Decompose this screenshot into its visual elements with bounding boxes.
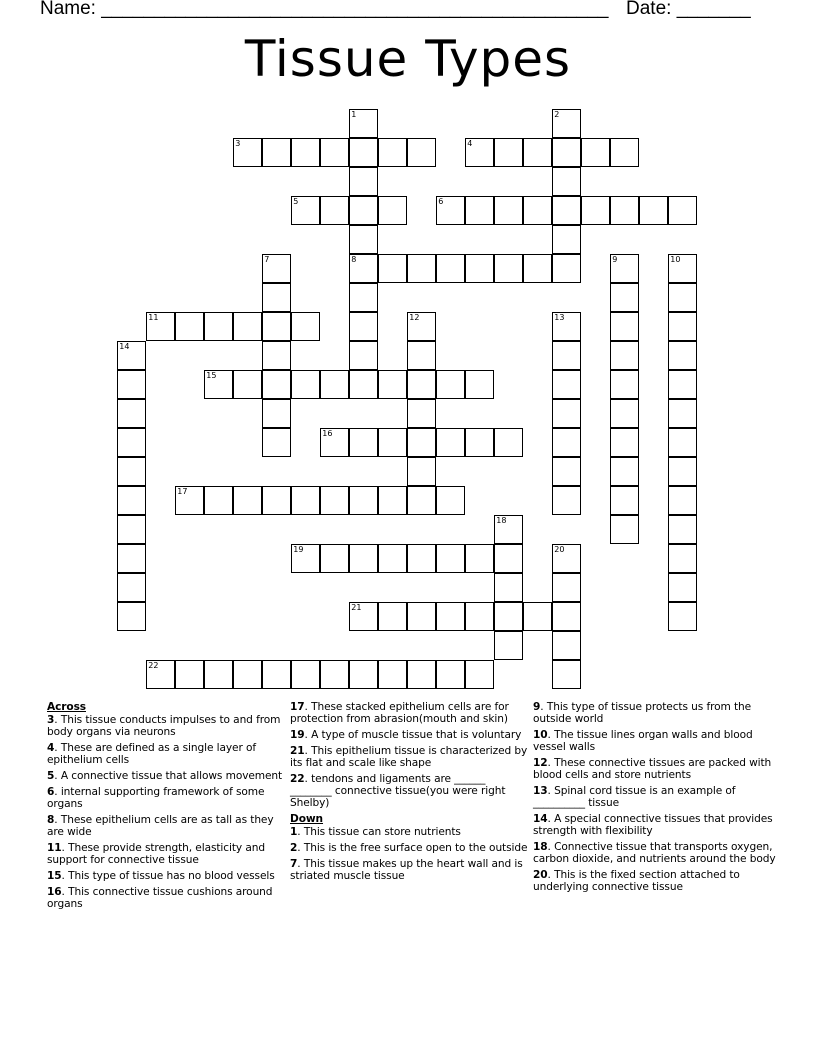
grid-cell[interactable]	[320, 486, 349, 515]
clue-separator: .	[54, 770, 61, 782]
grid-cell[interactable]	[378, 428, 407, 457]
grid-cell[interactable]	[668, 341, 697, 370]
date-field: Date: _______	[626, 0, 751, 19]
grid-cell[interactable]	[349, 660, 378, 689]
grid-cell[interactable]	[668, 515, 697, 544]
grid-cell[interactable]	[117, 544, 146, 573]
clue-item	[290, 729, 530, 741]
grid-cell[interactable]	[436, 196, 465, 225]
clue-item-text: This epithelium tissue is characterized by its flat and scale like shape	[290, 745, 528, 769]
clue-item	[290, 773, 530, 809]
grid-cell[interactable]	[146, 312, 175, 341]
grid-cell[interactable]	[204, 370, 233, 399]
grid-cell[interactable]	[465, 602, 494, 631]
clue-separator: .	[297, 842, 304, 854]
grid-cell[interactable]	[349, 225, 378, 254]
grid-cell[interactable]	[552, 602, 581, 631]
clue-item-number: 5	[47, 770, 55, 782]
grid-cell[interactable]	[465, 370, 494, 399]
grid-cell[interactable]	[320, 660, 349, 689]
grid-cell[interactable]	[233, 312, 262, 341]
clue-number: 18	[496, 516, 507, 526]
grid-cell[interactable]	[291, 544, 320, 573]
clue-separator: .	[297, 858, 304, 870]
grid-cell[interactable]	[349, 283, 378, 312]
grid-cell[interactable]	[436, 602, 465, 631]
clue-item	[290, 842, 530, 854]
grid-cell[interactable]	[523, 138, 552, 167]
clues-column-1	[47, 701, 287, 914]
grid-cell[interactable]	[407, 138, 436, 167]
grid-cell[interactable]	[117, 399, 146, 428]
clue-item-number: 15	[47, 870, 62, 882]
grid-cell[interactable]	[407, 312, 436, 341]
clue-number: 12	[409, 313, 420, 323]
clue-item-number: 8	[47, 814, 55, 826]
grid-cell[interactable]	[407, 544, 436, 573]
grid-cell[interactable]	[610, 312, 639, 341]
clue-separator: .	[547, 813, 555, 825]
clue-item-text: This is the fixed section attached to underlying connective tissue	[533, 869, 740, 893]
clue-separator: .	[547, 729, 555, 741]
clue-item	[533, 785, 778, 809]
grid-cell[interactable]	[262, 254, 291, 283]
clue-item-number: 14	[533, 813, 548, 825]
grid-cell[interactable]	[378, 254, 407, 283]
grid-cell[interactable]	[610, 428, 639, 457]
grid-cell[interactable]	[262, 428, 291, 457]
clue-item-number: 18	[533, 841, 548, 853]
clue-item-text: These provide strength, elasticity and support for connective tissue	[47, 842, 265, 866]
clue-separator: .	[61, 886, 69, 898]
grid-cell[interactable]	[407, 428, 436, 457]
grid-cell[interactable]	[668, 544, 697, 573]
clue-number: 19	[293, 545, 304, 555]
grid-cell[interactable]	[320, 370, 349, 399]
grid-cell[interactable]	[436, 660, 465, 689]
clue-item-number: 6	[47, 786, 55, 798]
clue-item	[533, 869, 778, 893]
grid-cell[interactable]	[610, 283, 639, 312]
clue-item	[47, 742, 287, 766]
clue-item	[47, 842, 287, 866]
clue-item-text: internal supporting framework of some organs	[47, 786, 265, 810]
clue-item	[533, 757, 778, 781]
clue-item-text: Connective tissue that transports oxygen, carbon dioxide, and nutrients around the body	[533, 841, 776, 865]
clue-item	[47, 770, 287, 782]
clue-number: 20	[554, 545, 565, 555]
grid-cell[interactable]	[262, 370, 291, 399]
clue-number: 21	[351, 603, 362, 613]
grid-cell[interactable]	[436, 544, 465, 573]
clue-item-text: These connective tissues are packed with blood cells and store nutrients	[533, 757, 772, 781]
grid-cell[interactable]	[668, 312, 697, 341]
grid-cell[interactable]	[668, 602, 697, 631]
grid-cell[interactable]	[668, 486, 697, 515]
grid-cell[interactable]	[610, 515, 639, 544]
clues-column-2	[290, 701, 530, 886]
grid-cell[interactable]	[349, 602, 378, 631]
clue-number: 6	[438, 197, 444, 207]
grid-cell[interactable]	[552, 341, 581, 370]
clue-item-number: 19	[290, 729, 305, 741]
grid-cell[interactable]	[552, 486, 581, 515]
grid-cell[interactable]	[291, 196, 320, 225]
grid-cell[interactable]	[610, 399, 639, 428]
clue-item-text: These stacked epithelium cells are for protection from abrasion(mouth and skin)	[290, 701, 509, 725]
clue-separator: .	[54, 742, 61, 754]
grid-cell[interactable]	[494, 602, 523, 631]
clue-item	[533, 701, 778, 725]
grid-cell[interactable]	[349, 109, 378, 138]
clue-separator: .	[54, 814, 61, 826]
grid-cell[interactable]	[407, 370, 436, 399]
grid-cell[interactable]	[552, 167, 581, 196]
clue-item-text: This type of tissue protects us from the outside world	[533, 701, 752, 725]
grid-cell[interactable]	[378, 370, 407, 399]
grid-cell[interactable]	[117, 457, 146, 486]
grid-cell[interactable]	[262, 138, 291, 167]
clue-item-number: 17	[290, 701, 305, 713]
grid-cell[interactable]	[262, 341, 291, 370]
grid-cell[interactable]	[494, 138, 523, 167]
grid-cell[interactable]	[262, 660, 291, 689]
grid-cell[interactable]	[233, 486, 262, 515]
grid-cell[interactable]	[204, 660, 233, 689]
grid-cell[interactable]	[291, 660, 320, 689]
grid-cell[interactable]	[610, 486, 639, 515]
grid-cell[interactable]	[349, 138, 378, 167]
clue-item-text: tendons and ligaments are ______ ________ connective tissue(you were right Shelby)	[290, 773, 506, 809]
clue-separator: .	[304, 701, 312, 713]
clue-separator: .	[61, 870, 69, 882]
grid-cell[interactable]	[668, 370, 697, 399]
clue-item-number: 4	[47, 742, 55, 754]
grid-cell[interactable]	[378, 486, 407, 515]
clue-separator: .	[304, 745, 312, 757]
grid-cell[interactable]	[552, 370, 581, 399]
page-title: Tissue Types	[244, 30, 572, 88]
grid-cell[interactable]	[407, 457, 436, 486]
clue-separator: .	[54, 786, 61, 798]
grid-cell[interactable]	[494, 544, 523, 573]
clue-item-text: A type of muscle tissue that is voluntary	[311, 729, 522, 741]
grid-cell[interactable]	[668, 573, 697, 602]
grid-cell[interactable]	[378, 660, 407, 689]
grid-cell[interactable]	[552, 138, 581, 167]
clue-item	[290, 745, 530, 769]
clue-item-number: 3	[47, 714, 55, 726]
grid-cell[interactable]	[175, 312, 204, 341]
grid-cell[interactable]	[523, 602, 552, 631]
grid-cell[interactable]	[117, 573, 146, 602]
clue-item-text: This is the free surface open to the outside	[303, 842, 528, 854]
grid-cell[interactable]	[291, 486, 320, 515]
grid-cell[interactable]	[465, 138, 494, 167]
grid-cell[interactable]	[494, 196, 523, 225]
grid-cell[interactable]	[349, 341, 378, 370]
clue-separator: .	[61, 842, 69, 854]
grid-cell[interactable]	[117, 370, 146, 399]
grid-cell[interactable]	[117, 515, 146, 544]
grid-cell[interactable]	[117, 428, 146, 457]
grid-cell[interactable]	[523, 254, 552, 283]
grid-cell[interactable]	[668, 196, 697, 225]
grid-cell[interactable]	[610, 254, 639, 283]
clue-item-text: A connective tissue that allows movement	[60, 770, 283, 782]
clue-separator: .	[547, 841, 555, 853]
grid-cell[interactable]	[465, 254, 494, 283]
grid-cell[interactable]	[378, 544, 407, 573]
grid-cell[interactable]	[175, 486, 204, 515]
grid-cell[interactable]	[523, 196, 552, 225]
grid-cell[interactable]	[610, 196, 639, 225]
grid-cell[interactable]	[233, 660, 262, 689]
grid-cell[interactable]	[349, 370, 378, 399]
grid-cell[interactable]	[436, 428, 465, 457]
grid-cell[interactable]	[581, 138, 610, 167]
clue-number: 8	[351, 255, 357, 265]
grid-cell[interactable]	[349, 486, 378, 515]
clue-item-text: This tissue conducts impulses to and from body organs via neurons	[47, 714, 281, 738]
grid-cell[interactable]	[552, 109, 581, 138]
clue-item-number: 13	[533, 785, 548, 797]
clue-item-text: The tissue lines organ walls and blood vessel walls	[533, 729, 753, 753]
clue-separator: .	[540, 701, 547, 713]
grid-cell[interactable]	[610, 370, 639, 399]
grid-cell[interactable]	[349, 428, 378, 457]
clue-item	[47, 814, 287, 838]
clues-column-3	[533, 701, 778, 897]
grid-cell[interactable]	[233, 138, 262, 167]
grid-cell[interactable]	[552, 660, 581, 689]
grid-cell[interactable]	[262, 486, 291, 515]
clue-number: 13	[554, 313, 565, 323]
grid-cell[interactable]	[378, 138, 407, 167]
grid-cell[interactable]	[407, 254, 436, 283]
grid-cell[interactable]	[610, 341, 639, 370]
grid-cell[interactable]	[320, 196, 349, 225]
grid-cell[interactable]	[552, 312, 581, 341]
clue-item-text: This connective tissue cushions around organs	[47, 886, 273, 910]
across-heading: Across	[47, 701, 86, 713]
grid-cell[interactable]	[465, 196, 494, 225]
grid-cell[interactable]	[668, 399, 697, 428]
grid-cell[interactable]	[291, 370, 320, 399]
grid-cell[interactable]	[233, 370, 262, 399]
clue-item-text: A special connective tissues that provides strength with flexibility	[533, 813, 773, 837]
clue-item	[47, 786, 287, 810]
down-heading: Down	[290, 813, 324, 825]
clue-item-number: 20	[533, 869, 548, 881]
clue-item	[290, 858, 530, 882]
clue-item-number: 21	[290, 745, 305, 757]
grid-cell[interactable]	[407, 602, 436, 631]
clue-number: 10	[670, 255, 681, 265]
clue-number: 9	[612, 255, 618, 265]
grid-cell[interactable]	[552, 631, 581, 660]
grid-cell[interactable]	[349, 254, 378, 283]
clue-number: 15	[206, 371, 217, 381]
clue-number: 4	[467, 139, 473, 149]
clue-number: 7	[264, 255, 270, 265]
clue-item-number: 7	[290, 858, 298, 870]
grid-cell[interactable]	[552, 573, 581, 602]
grid-cell[interactable]	[204, 486, 233, 515]
grid-cell[interactable]	[668, 283, 697, 312]
clue-item-text: This tissue can store nutrients	[303, 826, 461, 838]
clue-item	[533, 813, 778, 837]
grid-cell[interactable]	[668, 457, 697, 486]
grid-cell[interactable]	[291, 312, 320, 341]
clue-number: 11	[148, 313, 159, 323]
clue-item-number: 16	[47, 886, 62, 898]
clue-separator: .	[304, 729, 312, 741]
grid-cell[interactable]	[494, 631, 523, 660]
clue-item-number: 22	[290, 773, 305, 785]
clue-item	[47, 886, 287, 910]
clue-item-text: These epithelium cells are as tall as they are wide	[47, 814, 274, 838]
grid-cell[interactable]	[146, 660, 175, 689]
grid-cell[interactable]	[349, 312, 378, 341]
grid-cell[interactable]	[117, 486, 146, 515]
grid-cell[interactable]	[349, 167, 378, 196]
grid-cell[interactable]	[378, 602, 407, 631]
clue-item	[533, 729, 778, 753]
clue-number: 2	[554, 110, 560, 120]
grid-cell[interactable]	[262, 283, 291, 312]
clue-item-number: 2	[290, 842, 298, 854]
clue-separator: .	[547, 869, 555, 881]
grid-cell[interactable]	[407, 486, 436, 515]
grid-cell[interactable]	[407, 399, 436, 428]
clue-item-number: 9	[533, 701, 541, 713]
grid-cell[interactable]	[436, 254, 465, 283]
grid-cell[interactable]	[494, 573, 523, 602]
grid-cell[interactable]	[552, 225, 581, 254]
grid-cell[interactable]	[436, 370, 465, 399]
grid-cell[interactable]	[204, 312, 233, 341]
clue-separator: .	[304, 773, 312, 785]
grid-cell[interactable]	[552, 254, 581, 283]
clue-item-text: These are defined as a single layer of epithelium cells	[47, 742, 256, 766]
grid-cell[interactable]	[117, 602, 146, 631]
clue-item	[533, 841, 778, 865]
clue-item-number: 12	[533, 757, 548, 769]
grid-cell[interactable]	[465, 428, 494, 457]
grid-cell[interactable]	[494, 254, 523, 283]
clue-number: 16	[322, 429, 333, 439]
grid-cell[interactable]	[552, 196, 581, 225]
grid-cell[interactable]	[465, 660, 494, 689]
grid-cell[interactable]	[407, 660, 436, 689]
grid-cell[interactable]	[320, 544, 349, 573]
grid-cell[interactable]	[378, 196, 407, 225]
clue-item-text: Spinal cord tissue is an example of __________ tissue	[533, 785, 736, 809]
grid-cell[interactable]	[552, 428, 581, 457]
clue-separator: .	[297, 826, 304, 838]
clue-item-number: 10	[533, 729, 548, 741]
grid-cell[interactable]	[610, 138, 639, 167]
grid-cell[interactable]	[494, 428, 523, 457]
clue-separator: .	[547, 785, 555, 797]
grid-cell[interactable]	[349, 544, 378, 573]
grid-cell[interactable]	[175, 660, 204, 689]
grid-cell[interactable]	[349, 196, 378, 225]
clue-item	[47, 714, 287, 738]
grid-cell[interactable]	[320, 428, 349, 457]
grid-cell[interactable]	[320, 138, 349, 167]
clue-number: 17	[177, 487, 188, 497]
clue-item	[290, 701, 530, 725]
clue-number: 3	[235, 139, 241, 149]
grid-cell[interactable]	[407, 341, 436, 370]
clue-item-number: 11	[47, 842, 62, 854]
grid-cell[interactable]	[262, 399, 291, 428]
clue-item-text: This type of tissue has no blood vessels	[68, 870, 275, 882]
grid-cell[interactable]	[581, 196, 610, 225]
grid-cell[interactable]	[552, 544, 581, 573]
name-field: Name: ________________________________________________	[40, 0, 609, 19]
grid-cell[interactable]	[639, 196, 668, 225]
grid-cell[interactable]	[117, 341, 146, 370]
grid-cell[interactable]	[436, 486, 465, 515]
clue-separator: .	[547, 757, 555, 769]
grid-cell[interactable]	[262, 312, 291, 341]
clue-number: 1	[351, 110, 357, 120]
clue-number: 5	[293, 197, 299, 207]
grid-cell[interactable]	[668, 254, 697, 283]
grid-cell[interactable]	[552, 457, 581, 486]
clue-separator: .	[54, 714, 61, 726]
clue-number: 22	[148, 661, 159, 671]
grid-cell[interactable]	[668, 428, 697, 457]
clue-item-number: 1	[290, 826, 298, 838]
grid-cell[interactable]	[552, 399, 581, 428]
grid-cell[interactable]	[610, 457, 639, 486]
clue-number: 14	[119, 342, 130, 352]
clue-item	[47, 870, 287, 882]
clue-item-text: This tissue makes up the heart wall and is striated muscle tissue	[290, 858, 523, 882]
grid-cell[interactable]	[291, 138, 320, 167]
clue-item	[290, 826, 530, 838]
grid-cell[interactable]	[494, 515, 523, 544]
grid-cell[interactable]	[465, 544, 494, 573]
